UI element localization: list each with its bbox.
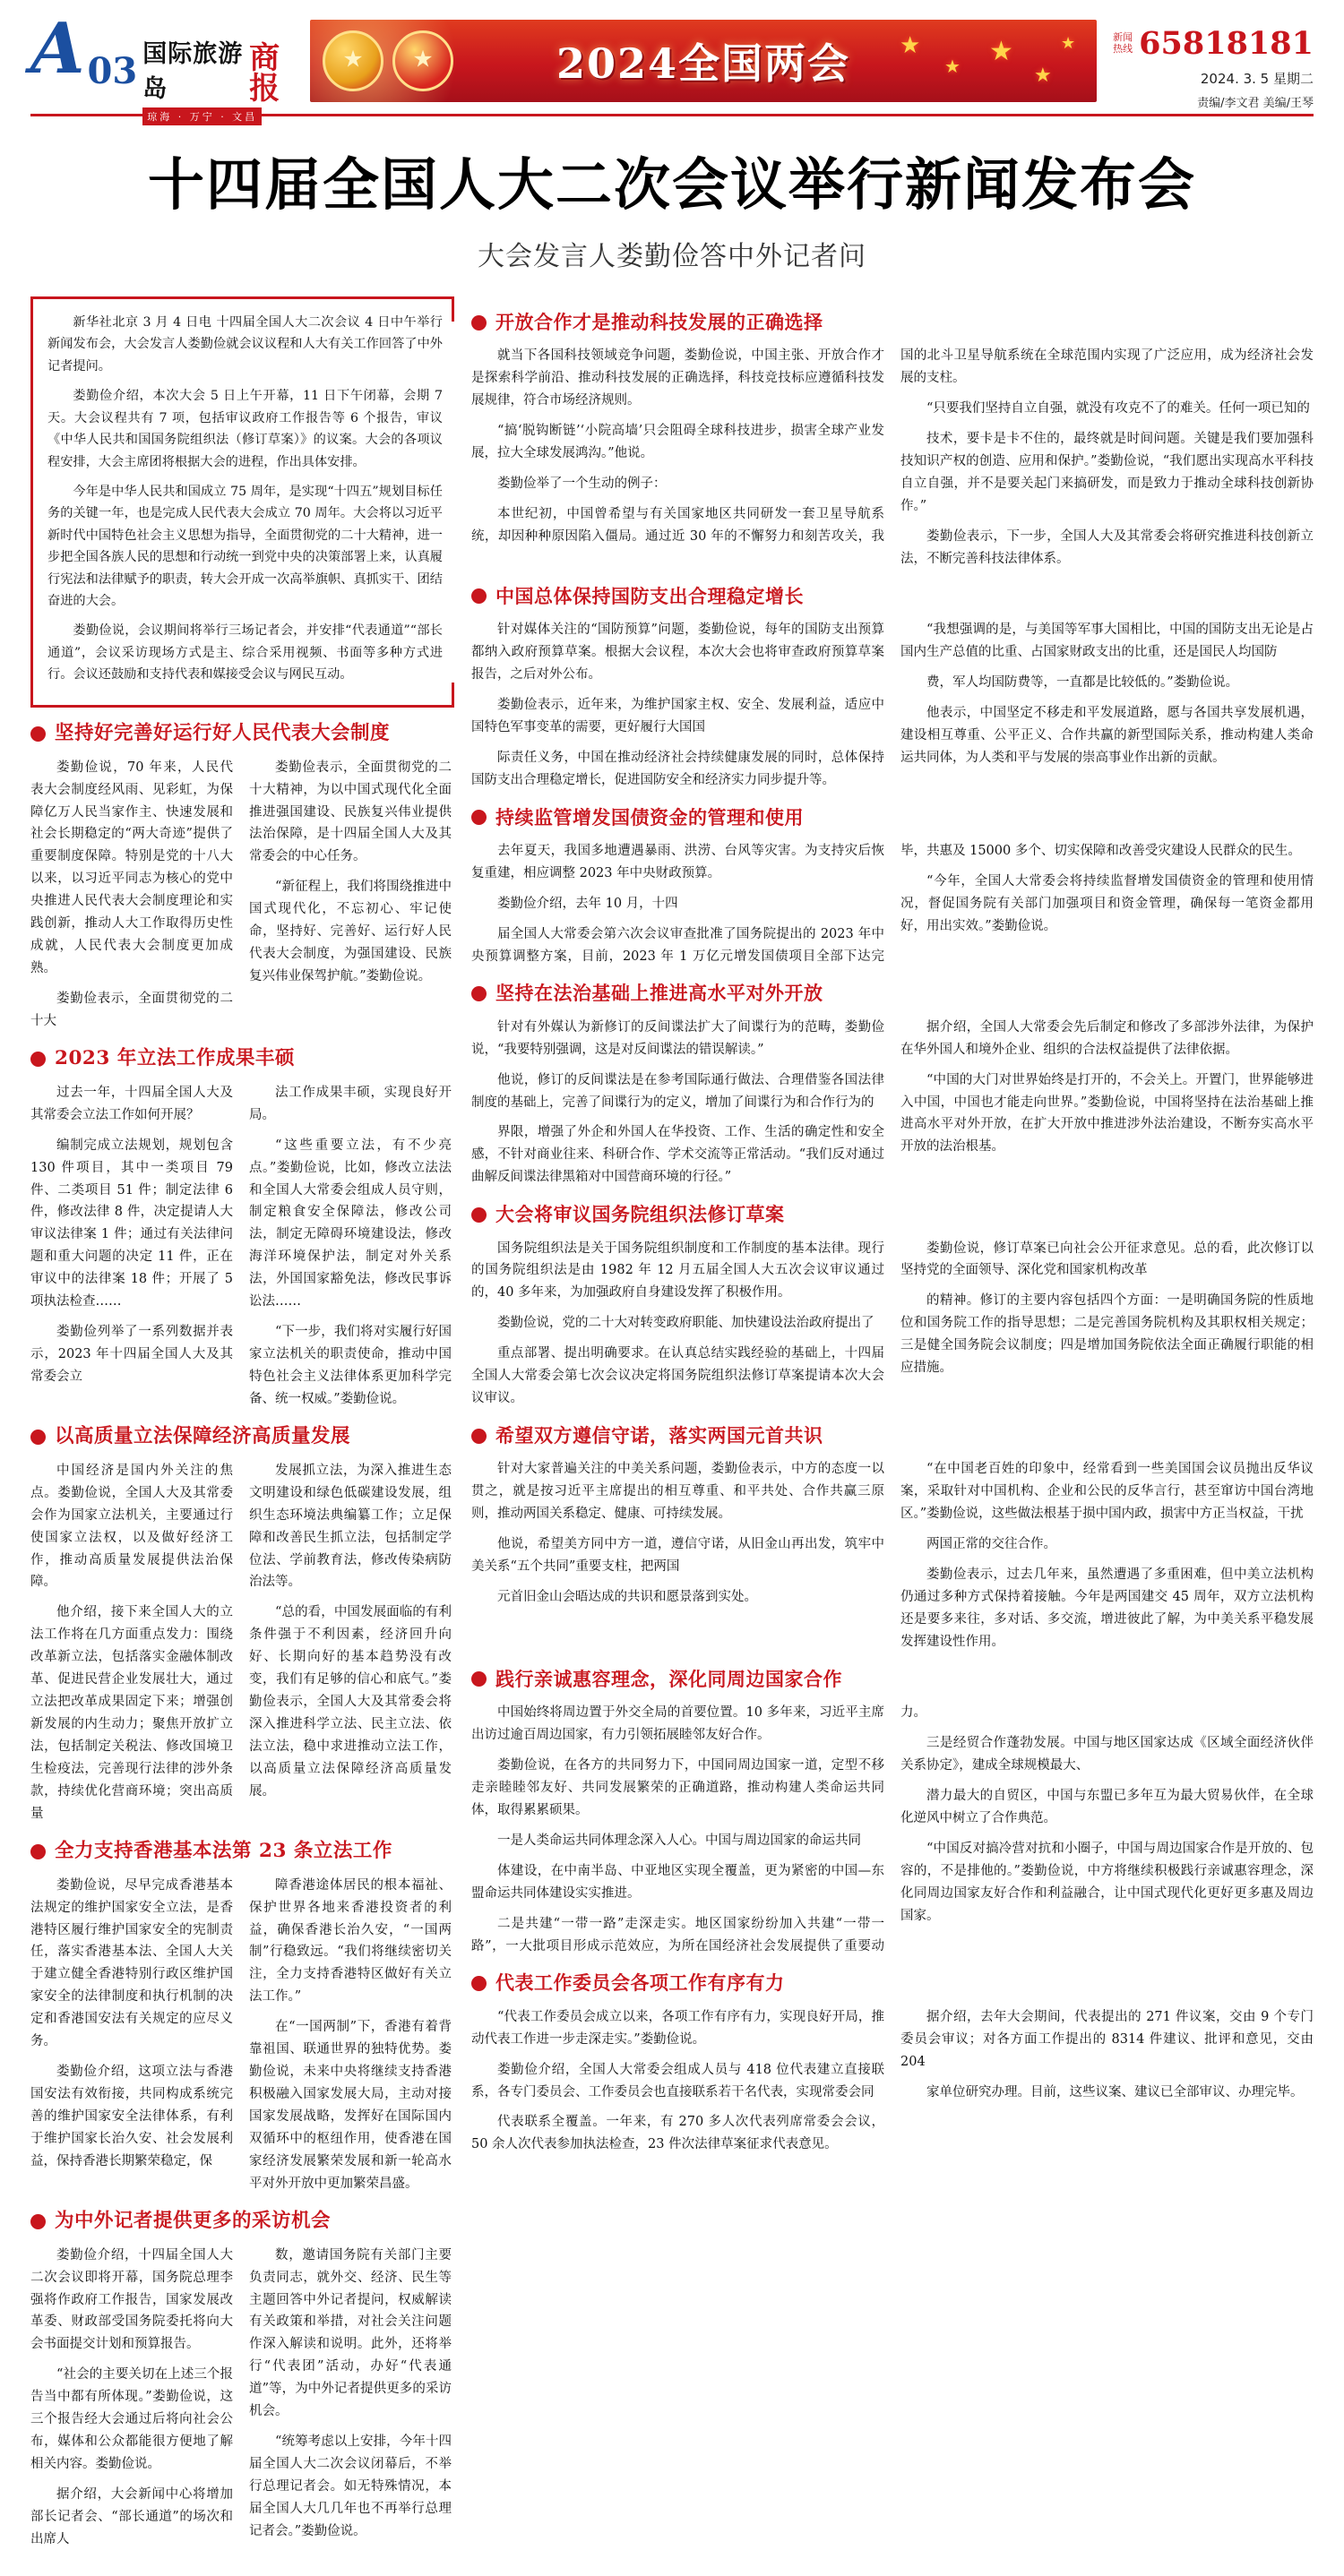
paragraph: “统筹考虑以上安排，今年十四届全国人大二次会议闭幕后，不举行总理记者会。如无特殊情况，本届全国人大几几年也不再举行总理记者会。”娄勤俭说。	[249, 2434, 452, 2538]
national-emblem-icon	[323, 30, 453, 91]
paragraph: 三是经贸合作蓬勃发展。中国与地区国家达成《区域全面经济伙伴关系协定》，建成全球规模最大、	[900, 1736, 1314, 1773]
section-body-fazhi-kaifang	[471, 1017, 1314, 1189]
bullet-dot-icon	[30, 726, 46, 742]
logo-letter-a: A	[30, 8, 82, 90]
paragraph: “今年，全国人大常委会将持续监督增发国债资金的管理和使用情况，督促国务院有关部门加强项目和资金管理，确保每一笔资金都用好，用出实效。”娄勤俭说。	[900, 873, 1314, 933]
paragraph: 编制完成立法规划，规划包含 130 件项目，其中一类项目 79 件、二类项目 51 件；制定法律 6 件，修改法律 8 件，决定提请人大审议法律案 1 件；通过有关法律问题和重大问题的决定 11 件，正在审议中的法律案 18 件；开展了 5 项执法检查……	[30, 1138, 233, 1309]
paragraph: 娄勤俭说，在各方的共同努力下，中国同周边国家一道，定型不移走亲睦睦邻友好、共同发展繁荣的正确道路，推动构建人类命运共同体，取得累累硕果。	[471, 1757, 884, 1817]
section-body-gaozhiliang-lifa	[30, 1460, 452, 1825]
paragraph: 家单位研究办理。目前，这些议案、建议已全部审议、办理完毕。	[926, 2084, 1304, 2099]
lede-paragraph: 新华社北京 3 月 4 日电 十四届全国人大二次会议 4 日中午举行新闻发布会，大会发言人娄勤俭就会议议程和人大有关工作回答了中外记者提问。	[47, 315, 443, 374]
paragraph: “中国的大门对世界始终是打开的，不会关上。开置门，世界能够进入中国，中国也才能走向世界。”娄勤俭说，中国将坚持在法治基础上推进高水平对外开放，在扩大开放中推进涉外法治建设，不断夯实高水平开放的法治根基。	[900, 1072, 1314, 1155]
paragraph: 障香港途体居民的根本福祉、保护世界各地来香港投资者的利益，确保香港长治久安，“一国两制”行稳致远。“我们将继续密切关注，全力支持香港特区做好有关立法工作。”	[249, 1877, 452, 2005]
paragraph: 的精神。修订的主要内容包括四个方面：一是明确国务院的性质地位和国务院工作的指导思想；二是完善国务院机构及其职权相关规定；三是健全国务院会议制度；四是增加国务院依法全面正确履行职能的相应措施。	[900, 1293, 1314, 1376]
section-heading-zuzhifa	[471, 1203, 1314, 1226]
paragraph: 一是人类命运共同体理念深入人心。中国与周边国家的命运共同	[497, 1833, 861, 1848]
paragraph: “在中国老百姓的印象中，经常看到一些美国国会议员抛出反华议案，采取针对中国机构、企业和公民的反华言行，甚至窜访中国台湾地区。”娄勤俭说，这些做法根基于损中国内政，损害中方正当权益，干扰	[900, 1462, 1314, 1522]
paragraph: “只要我们坚持自立自强，就没有攻克不了的难关。任何一项已知的	[926, 401, 1310, 416]
editors-credit: 责编/李文君 美编/王琴	[1197, 97, 1314, 110]
two-sessions-banner	[310, 20, 1097, 102]
paragraph: 娄勤俭表示，下一步，全国人大及其常委会将研究推进科技创新立法，不断完善科技法律体系。	[900, 528, 1314, 566]
section-heading-daibiao-gongzuo	[471, 1971, 1314, 1995]
paragraph: 法工作成果丰硕，实现良好开局。	[249, 1085, 452, 1122]
section-heading-caifang	[30, 2210, 452, 2234]
section-heading-lifa-chengguo	[30, 1047, 452, 1071]
paragraph: “中国反对搞冷营对抗和小圈子，中国与周边国家合作是开放的、包容的，不是排他的。”娄勤俭说，中方将继续积极践行亲诚惠容理念，深化同周边国家友好合作和利益融合，让中国式现代化更好更多惠及周边国家。	[900, 1841, 1314, 1923]
section-heading-xianggang	[30, 1840, 452, 1864]
bullet-dot-icon	[30, 1052, 46, 1067]
section-body-kaifang-hezuo	[471, 345, 1314, 570]
paragraph: 娄勤俭表示，近年来，为维护国家主权、安全、发展利益，适应中国特色军事变革的需要，更好履行大国国	[471, 697, 884, 734]
section-title: 持续监管增发国债资金的管理和使用	[495, 805, 804, 829]
section-body-zhoubian	[471, 1702, 1314, 1957]
paragraph: 针对大家普遍关注的中美关系问题，娄勤俭表示，中方的态度一以贯之，就是按习近平主席提出的相互尊重、和平共处、合作共赢三原则，推动两国关系稳定、健康、可持续发展。	[471, 1462, 884, 1522]
stars-decoration-icon: ★ ★ ★ ★ ★	[900, 32, 1076, 87]
bullet-dot-icon	[471, 1207, 487, 1223]
paragraph: 娄勤俭说，70 年来，人民代表大会制度经风雨、见彩虹，为保障亿万人民当家作主、快速发展和社会长期稳定的“两大奇迹”提供了重要制度保障。特别是党的十八大以来，以习近平同志为核心的党中央推进人民代表大会制度理论和实践创新，推动人大工作取得历史性成就，人民代表大会制度更加成熟。	[30, 760, 233, 976]
paragraph: 针对媒体关注的“国防预算”问题，娄勤俭说，每年的国防支出预算都纳入政府预算草案。根据大会议程，本次大会也将审查政府预算草案报告，之后对外公布。	[471, 622, 884, 682]
headline-block	[30, 140, 1314, 273]
section-title: 2023 年立法工作成果丰硕	[55, 1046, 295, 1069]
paragraph: 本世纪初，中国曾希望与有关国家地区共同研发一套卫星导航系统，却因种种原因陷入僵局。通过近 30 年的不懈努力和刻苦攻关，我国的北斗卫星导航系统在全球范围内实现了广泛应用，成为经济社会发展的支柱。	[471, 348, 1314, 544]
page-number: 03	[87, 50, 138, 92]
section-title: 坚持好完善好运行好人民代表大会制度	[55, 721, 391, 744]
section-body-renmin-daibiao	[30, 757, 452, 1033]
paragraph: “社会的主要关切在上述三个报告当中都有所体现。”娄勤俭说，这三个报告经大会通过后将向社会公布，媒体和公众都能很方便地了解相关内容。娄勤俭说。	[30, 2367, 233, 2472]
section-title: 开放合作才是推动科技发展的正确选择	[495, 311, 823, 333]
paragraph: 中国始终将周边置于外交全局的首要位置。10 多年来，习近平主席出访过逾百周边国家，有力引领拓展睦邻友好合作。	[471, 1705, 884, 1742]
paragraph: 娄勤俭表示，全面贯彻党的二十大精神，为以中国式现代化全面推进强国建设、民族复兴伟业提供法治保障，是十四届全国人大及其常委会的中心任务。	[249, 760, 452, 864]
section-heading-zhongmei	[471, 1424, 1314, 1447]
paragraph: “代表工作委员会成立以来，各项工作有序有力，实现良好开局，推动代表工作进一步走深走实。”娄勤俭说。	[471, 2009, 884, 2047]
paper-subtitle: 琼海 · 万宁 · 文昌	[142, 107, 262, 125]
section-heading-renmin-daibiao	[30, 722, 452, 746]
paragraph: 元首旧金山会晤达成的共识和愿景落到实处。	[497, 1590, 757, 1604]
bullet-dot-icon	[471, 1671, 487, 1687]
section-heading-fazhi-kaifang	[471, 982, 1314, 1005]
paragraph: 娄勤俭介绍，这项立法与香港国安法有效衔接，共同构成系统完善的维护国家安全法律体系，有利于维护国家长治久安、社会发展利益，保持香港长期繁荣稳定，保	[30, 2065, 233, 2168]
section-body-guozhai	[471, 840, 1314, 968]
paragraph: 娄勤俭表示，过去几年来，虽然遭遇了多重困难，但中美立法机构仍通过多种方式保持着接触。今年是两国建交 45 周年，双方立法机构还是要多来往，多对话、多交流，增进彼此了解，为中美关系平稳发展发挥建设性作用。	[900, 1567, 1314, 1649]
paragraph: 针对有外媒认为新修订的反间谍法扩大了间谍行为的范畴，娄勤俭说，“我要特别强调，这是对反间谍法的错误解读。”	[471, 1019, 884, 1057]
paragraph: 他说，修订的反间谍法是在参考国际通行做法、合理借鉴各国法律制度的基础上，完善了间谍行为的定义，增加了间谍行为和合作行为的	[471, 1072, 884, 1110]
paragraph: 重点部署、提出明确要求。在认真总结实践经验的基础上，十四届全国人大常委会第七次会议决定将国务院组织法修订草案提请本次大会议审议。	[471, 1346, 884, 1406]
hotline-number: 65818181	[1139, 25, 1314, 62]
paragraph: 娄勤俭举了一个生动的例子：	[497, 476, 667, 491]
paragraph: 数，邀请国务院有关部门主要负责同志，就外交、经济、民生等主题回答中外记者提问，权威解读有关政策和举措，对社会关注问题作深入解读和说明。此外，还将举行“代表团”活动，办好“代表通道”等，为中外记者提供更多的采访机会。	[249, 2247, 452, 2419]
column-1	[30, 296, 452, 2558]
paragraph: 他表示，中国坚定不移走和平发展道路，愿与各国共享发展机遇，建设相互尊重、公平正义、合作共赢的新型国际关系，推动构建人类命运共同体，为人类和平与发展的崇高事业作出新的贡献。	[900, 705, 1314, 765]
masthead	[30, 8, 1314, 123]
paragraph: “我想强调的是，与美国等军事大国相比，中国的国防支出无论是占国内生产总值的比重、占国家财政支出的比重，还是国民人均国防	[900, 622, 1314, 659]
bullet-dot-icon	[471, 315, 487, 331]
section-title: 大会将审议国务院组织法修订草案	[495, 1203, 785, 1226]
paragraph: 娄勤俭说，党的二十大对转变政府职能、加快建设法治政府提出了	[497, 1316, 874, 1331]
paragraph: 际责任义务，中国在推动经济社会持续健康发展的同时，总体保持国防支出合理稳定增长，促进国防安全和经济实力同步提升等。	[471, 750, 884, 787]
column-2-3	[471, 296, 1314, 2160]
paragraph: 娄勤俭表示，全面贯彻党的二十大	[30, 992, 233, 1028]
paragraph: 娄勤俭说，尽早完成香港基本法规定的维护国家安全立法，是香港特区履行维护国家安全的宪制责任，落实香港基本法、全国人大关于建立健全香港特别行政区维护国家安全的法律制度和执行机制的决定和香港国安法有关规定的应尽义务。	[30, 1877, 233, 2049]
section-body-guofang	[471, 619, 1314, 792]
paragraph: 他介绍，接下来全国人大的立法工作将在几方面重点发力：围绕改革新立法，包括落实金融体制改革、促进民营企业发展壮大，通过立法把改革成果固定下来；增强创新发展的内生动力；聚焦开放扩立法，包括制定关税法、修改国境卫生检疫法，完善现行法律的涉外条款，持续优化营商环境；突出高质量	[30, 1605, 233, 1821]
section-body-lifa-chengguo	[30, 1082, 452, 1411]
bullet-dot-icon	[30, 2214, 46, 2229]
paragraph: 娄勤俭列举了一系列数据并表示，2023 年十四届全国人大及其常委会立	[30, 1325, 233, 1384]
paragraph: 两国正常的交往合作。	[926, 1537, 1056, 1552]
section-body-daibiao-gongzuo	[471, 2006, 1314, 2157]
lede-paragraph: 娄勤俭介绍，本次大会 5 日上午开幕，11 日下午闭幕，会期 7 天。大会议程共有 7 项，包括审议政府工作报告等 6 个报告，审议《中华人民共和国国务院组织法（修订草案）》的议案。大会的各项议程安排，大会主席团将根据大会的进程，作出具体安排。	[47, 389, 443, 469]
article-columns	[30, 296, 1314, 2558]
paragraph: 据介绍，去年大会期间，代表提出的 271 件议案，交由 9 个专门委员会审议；对各方面工作提出的 8314 件建议、批评和意见，交由 204	[900, 2009, 1314, 2069]
paragraph: 娄勤俭介绍，去年 10 月，十四	[497, 896, 678, 911]
section-title: 希望双方遵信守诺，落实两国元首共识	[495, 1424, 823, 1447]
banner-title: 2024全国两会	[556, 39, 851, 88]
bullet-dot-icon	[471, 810, 487, 825]
section-title: 全力支持香港基本法第 23 条立法工作	[55, 1839, 392, 1862]
section-body-zhongmei	[471, 1458, 1314, 1653]
publication-date: 2024. 3. 5 星期二	[1200, 71, 1314, 87]
hotline-label: 新闻热线	[1113, 31, 1133, 55]
section-title: 践行亲诚惠容理念，深化同周边国家合作	[495, 1667, 842, 1690]
masthead-logo-block	[30, 8, 299, 125]
paragraph: 费，军人均国防费等，一直都是比较低的。”娄勤俭说。	[926, 674, 1239, 690]
section-heading-kaifang-hezuo	[471, 311, 1314, 334]
bullet-dot-icon	[30, 1844, 46, 1859]
paragraph: 中国经济是国内外关注的焦点。娄勤俭说，全国人大及其常委会作为国家立法机关，主要通过行使国家立法权，以及做好经济工作，推动高质量发展提供法治保障。	[30, 1463, 233, 1590]
section-title: 以高质量立法保障经济高质量发展	[55, 1424, 351, 1447]
paragraph: 过去一年，十四届全国人大及其常委会立法工作如何开展？	[30, 1085, 233, 1122]
section-heading-guozhai	[471, 806, 1314, 829]
paragraph: 他说，希望美方同中方一道，遵信守诺，从旧金山再出发，筑牢中美关系“五个共同”重要支柱，把两国	[471, 1537, 884, 1575]
paragraph: 娄勤俭说，修订草案已向社会公开征求意见。总的看，此次修订以坚持党的全面领导、深化党和国家机构改革	[900, 1241, 1314, 1278]
bullet-dot-icon	[471, 1976, 487, 1991]
section-title: 为中外记者提供更多的采访机会	[55, 2209, 332, 2232]
paragraph: 代表联系全覆盖。一年来，有 270 多人次代表列席常委会会议，50 余人次代表参加执法检查，23 件次法律草案征求代表意见。	[471, 2115, 884, 2152]
paragraph: “搞‘脱钩断链’‘小院高墙’只会阻碍全球科技进步，损害全球产业发展，拉大全球发展鸿沟。”他说。	[471, 424, 884, 460]
paragraph: 二是共建“一带一路”走深走实。地区国家纷纷加入共建“一带一路”，一大批项目形成示范效应，为所在国经济社会发展提供了重要动力。	[471, 1705, 926, 1953]
lede-paragraph: 娄勤俭说，会议期间将举行三场记者会，并安排“代表通道”“部长通道”，会议采访现场方式是主、综合采用视频、书面等多种方式进行。会议还鼓励和支持代表和媒接受会议与网民互动。	[47, 623, 443, 683]
paragraph: 娄勤俭介绍，全国人大常委会组成人员与 418 位代表建立直接联系，各专门委员会、工作委员会也直接联系若干名代表，实现常委会同	[471, 2062, 884, 2099]
paragraph: “下一步，我们将对实履行好国家立法机关的职责使命，推动中国特色社会主义法律体系更加科学完备、统一权威。”娄勤俭说。	[249, 1325, 452, 1406]
paper-name-red: 商报	[249, 40, 280, 107]
paragraph: 国务院组织法是关于国务院组织制度和工作制度的基本法律。现行的国务院组织法是由 1982 年 12 月五届全国人大五次会议审议通过的，40 多年来，为加强政府自身建设发挥了积极作用。	[471, 1241, 884, 1301]
paragraph: “这些重要立法，有不少亮点。”娄勤俭说，比如，修改立法法和全国人大常委会组成人员守则，制定粮食安全保障法，修改公司法，制定无障碍环境建设法，修改海洋环境保护法，制定对外关系法，外国国家豁免法，修改民事诉讼法……	[249, 1138, 452, 1309]
paper-nameplate	[142, 34, 299, 125]
paragraph: 潜力最大的自贸区，中国与东盟已多年互为最大贸易伙伴，在全球化逆风中树立了合作典范。	[900, 1788, 1314, 1825]
section-title: 中国总体保持国防支出合理稳定增长	[495, 584, 804, 607]
paragraph: 技术，要卡是卡不住的，最终就是时间问题。关键是我们要加强科技知识产权的创造、应用和保护。”娄勤俭说，“我们愿出实现高水平科技自立自强，并不是要关起门来搞研发，而是致力于推动全球科技创新协作。”	[900, 432, 1314, 513]
paragraph: 据介绍，大会新闻中心将增加部长记者会、“部长通道”的场次和出席人	[30, 2487, 233, 2546]
paragraph: 在“一国两制”下，香港有着背靠祖国、联通世界的独特优势。娄勤俭说，未来中央将继续支持香港积极融入国家发展大局，主动对接国家发展战略，发挥好在国际国内双循环中的枢纽作用，使香港在国家经济发展繁荣发展和新一轮高水平对外开放中更加繁荣昌盛。	[249, 2020, 452, 2191]
paragraph: 界限，增强了外企和外国人在华投资、工作、生活的确定性和安全感，不针对商业往来、科研合作、学术交流等正常活动。“我们反对通过曲解反间谍法律黑箱对中国营商环境的行径。”	[471, 1125, 884, 1185]
section-body-xianggang	[30, 1875, 452, 2195]
page-title: 十四届全国人大二次会议举行新闻发布会	[148, 151, 1196, 218]
paragraph: 届全国人大常委会第六次会议审查批准了国务院提出的 2023 年中央预算调整方案，目前，2023 年 1 万亿元增发国债项目全部下达完毕，共惠及 15000 多个、切实保障和改善受灾建设人民群众的民生。	[471, 843, 1301, 964]
bullet-dot-icon	[30, 1430, 46, 1445]
bullet-dot-icon	[471, 1429, 487, 1444]
section-heading-zhoubian	[471, 1668, 1314, 1691]
paragraph: 发展抓立法，为深入推进生态文明建设和绿色低碳建设发展，组织生态环境法典编纂工作；立足保障和改善民生抓立法，包括制定学位法、学前教育法，修改传染病防治法等。	[249, 1463, 452, 1590]
paragraph: “新征程上，我们将围绕推进中国式现代化，不忘初心、牢记使命，坚持好、完善好、运行好人民代表大会制度，为强国建设、民族复兴伟业保驾护航。”娄勤俭说。	[249, 880, 452, 984]
bullet-dot-icon	[471, 588, 487, 604]
section-heading-gaozhiliang-lifa	[30, 1425, 452, 1449]
paragraph: 就当下各国科技领域竞争问题，娄勤俭说，中国主张、开放合作才是探索科学前沿、推动科技发展的正确选择，科技竞技标应遵循科技发展规律，符合市场经济规则。	[471, 348, 884, 408]
lede-box	[30, 296, 452, 708]
section-heading-guofang	[471, 585, 1314, 608]
paragraph: “总的看，中国发展面临的有利条件强于不利因素，经济回升向好、长期向好的基本趋势没有改变，我们有足够的信心和底气。”娄勤俭表示，全国人大及其常委会将深入推进科学立法、民主立法、依法立法，稳中求进推动立法工作，以高质量立法保障经济高质量发展。	[249, 1605, 452, 1799]
paper-name-cn: 国际旅游岛	[142, 40, 244, 103]
lede-paragraph: 今年是中华人民共和国成立 75 周年，是实现“十四五”规划目标任务的关键一年，也是完成人民代表大会成立 70 周年。大会将以习近平新时代中国特色社会主义思想为指导，全面贯彻党的二十大精神，进一步把全国各族人民的思想和行动统一到党中央的决策部署上来，认真履行宪法和法律赋予的职责，转大会开成一次高举旗帜、真抓实干、团结奋进的大会。	[47, 484, 443, 609]
section-body-zuzhifa	[471, 1238, 1314, 1411]
paragraph: 据介绍，全国人大常委会先后制定和修改了多部涉外法律，为保护在华外国人和境外企业、组织的合法权益提供了法律依据。	[900, 1019, 1314, 1057]
paragraph: 去年夏天，我国多地遭遇暴雨、洪涝、台风等灾害。为支持灾后恢复重建，相应调整 2023 年中央财政预算。	[471, 843, 884, 880]
section-title: 代表工作委员会各项工作有序有力	[495, 1971, 785, 1995]
paragraph: 体建设，在中南半岛、中亚地区实现全覆盖，更为紧密的中国—东盟命运共同体建设实实推进。	[471, 1863, 884, 1901]
section-title: 坚持在法治基础上推进高水平对外开放	[495, 982, 823, 1005]
paragraph: 娄勤俭介绍，十四届全国人大二次会议即将开幕，国务院总理李强将作政府工作报告，国家发展改革委、财政部受国务院委托将向大会书面提交计划和预算报告。	[30, 2247, 233, 2352]
section-body-caifang	[30, 2245, 452, 2555]
page-subtitle: 大会发言人娄勤俭答中外记者问	[478, 241, 866, 272]
bullet-dot-icon	[471, 986, 487, 1001]
masthead-info-block	[1107, 20, 1314, 110]
